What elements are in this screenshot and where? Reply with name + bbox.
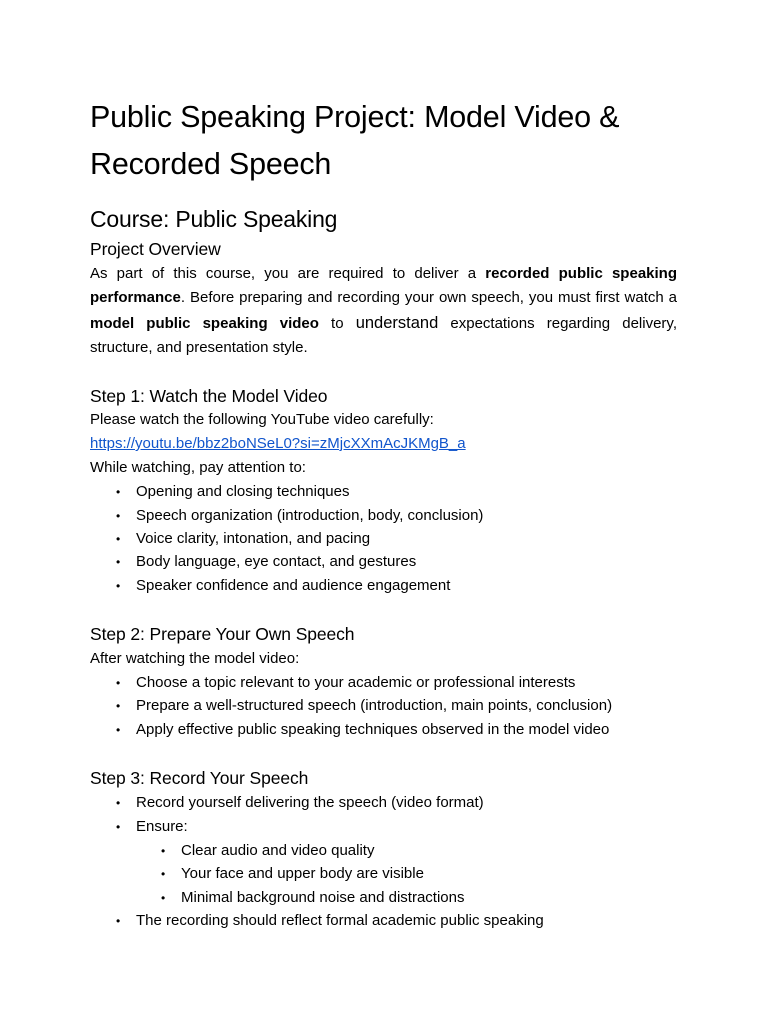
step2-heading: Step 2: Prepare Your Own Speech <box>90 624 355 644</box>
overview-paragraph <box>90 262 677 361</box>
overview-text-1: As part of this course, you are required to deliver a <box>90 265 486 282</box>
bullet-icon: • <box>116 723 121 737</box>
list-item: • Apply effective public speaking techniques observed in the model video <box>136 718 609 742</box>
overview-text-3b: expectations regarding delivery, structure, and presentation style. <box>90 314 677 357</box>
list-item: • Voice clarity, intonation, and pacing <box>136 527 370 551</box>
sub-list-item: • Clear audio and video quality <box>181 839 374 863</box>
overview-bold-2: model public speaking video <box>90 314 319 332</box>
step2-lead: After watching the model video: <box>90 650 300 667</box>
youtube-link[interactable]: https://youtu.be/bbz2boNSeL0?si=zMjcXXmAcJKMgB_a <box>90 435 466 452</box>
list-item: • Ensure: <box>136 815 188 839</box>
bullet-icon: • <box>116 914 121 928</box>
step1-heading: Step 1: Watch the Model Video <box>90 386 328 406</box>
step1-instruction: Please watch the following YouTube video carefully: <box>90 411 434 428</box>
bullet-icon: • <box>116 509 121 523</box>
bullet-icon: • <box>116 485 121 499</box>
bullet-icon: • <box>116 796 121 810</box>
sub-list-item: • Minimal background noise and distractions <box>181 886 464 910</box>
list-item: • The recording should reflect formal academic public speaking <box>136 909 544 933</box>
list-item: • Speech organization (introduction, body, conclusion) <box>136 504 483 528</box>
list-item: • Speaker confidence and audience engagement <box>136 574 450 598</box>
bullet-icon: • <box>161 844 166 858</box>
bullet-icon: • <box>116 820 121 834</box>
list-item: • Choose a topic relevant to your academic or professional interests <box>136 671 575 695</box>
course-heading: Course: Public Speaking <box>90 206 338 232</box>
bullet-icon: • <box>161 891 166 905</box>
bullet-icon: • <box>161 867 166 881</box>
list-item: • Record yourself delivering the speech (video format) <box>136 791 484 815</box>
bullet-icon: • <box>116 676 121 690</box>
step3-heading: Step 3: Record Your Speech <box>90 768 309 788</box>
overview-text-3-emphasis: understand <box>355 313 439 332</box>
overview-text-2: . Before preparing and recording your own speech, you must first watch a <box>180 289 677 307</box>
step1-lead: While watching, pay attention to: <box>90 459 306 476</box>
sub-list-item: • Your face and upper body are visible <box>181 862 424 886</box>
overview-bold-1: recorded public speaking performance <box>90 265 677 307</box>
bullet-icon: • <box>116 532 121 546</box>
list-item: • Body language, eye contact, and gestures <box>136 550 416 574</box>
list-item: • Opening and closing techniques <box>136 480 350 504</box>
overview-heading: Project Overview <box>90 239 221 259</box>
bullet-icon: • <box>116 555 121 569</box>
document-title: Public Speaking Project: Model Video & Recorded Speech <box>90 100 620 181</box>
list-item: • Prepare a well-structured speech (introduction, main points, conclusion) <box>136 694 612 718</box>
overview-text-3a: to <box>318 314 356 332</box>
bullet-icon: • <box>116 579 121 593</box>
bullet-icon: • <box>116 699 121 713</box>
